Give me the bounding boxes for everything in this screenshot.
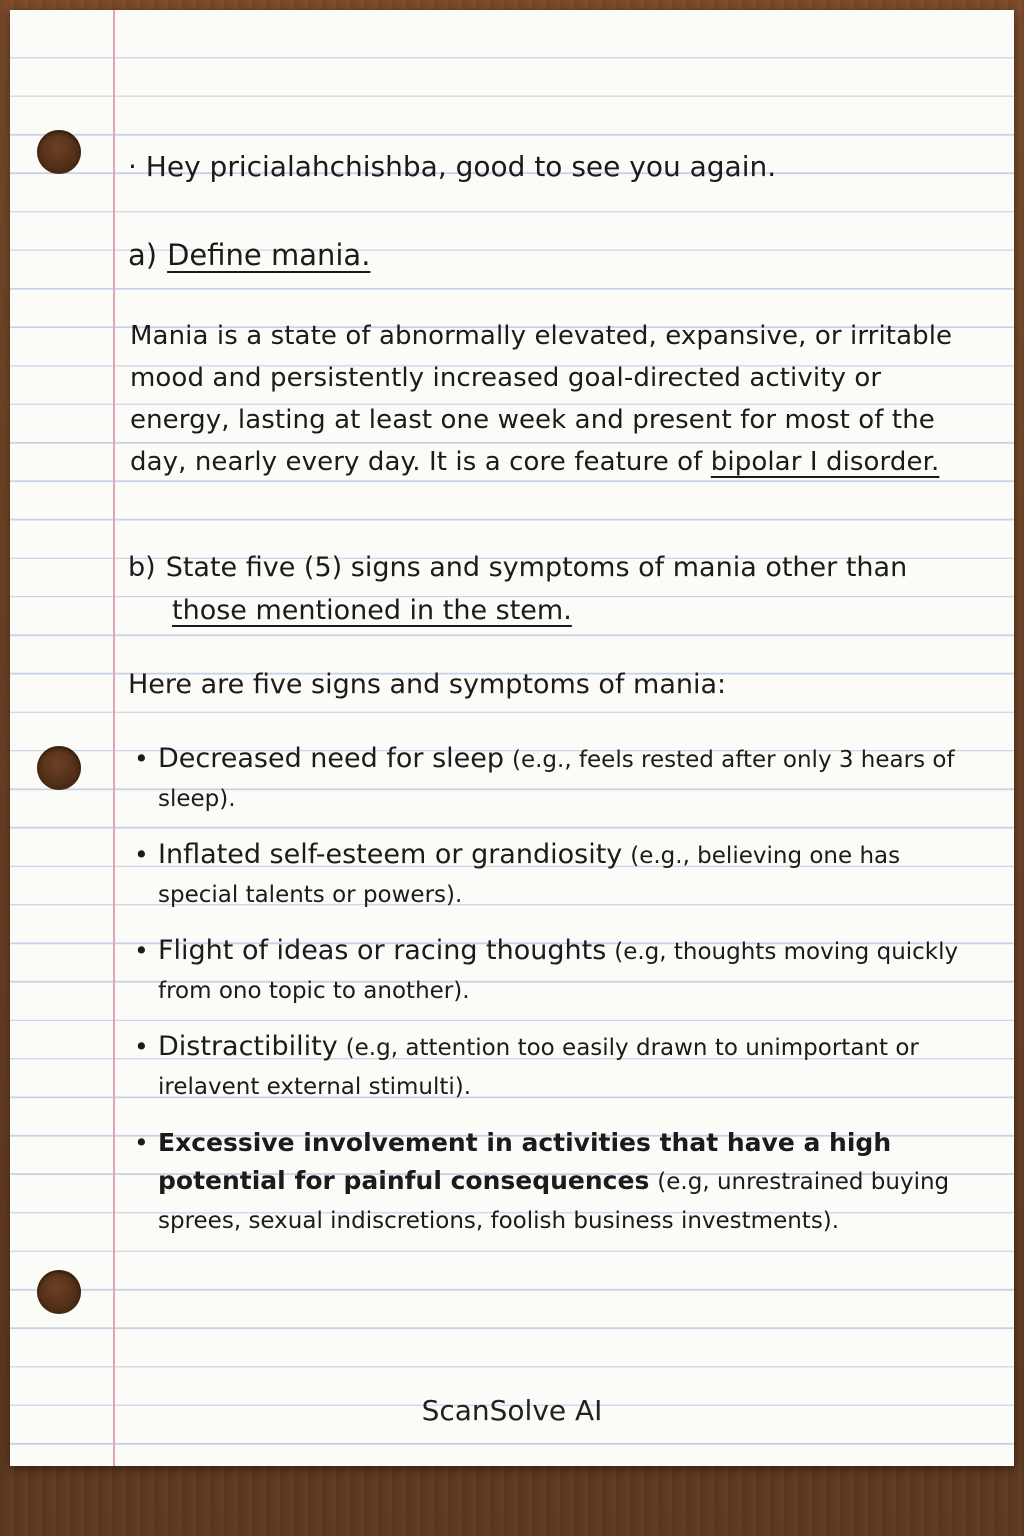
bullet-dot: • [134,744,149,773]
answer-a-paragraph [130,315,970,483]
symptom-example: (e.g, attention too easily drawn to unimportant or irelavent external stimulti). [158,1035,919,1100]
greeting-text: · Hey pricialahchishba, good to see you again. [128,150,777,183]
notebook-page [10,10,1014,1466]
symptom-example: (e.g., believing one has special talents or powers). [158,843,901,908]
bullet-dot: • [134,1032,149,1061]
symptom-example: (e.g., feels rested after only 3 hears of sleep). [158,747,955,812]
question-b-line1: State five (5) signs and symptoms of mania other than [165,552,908,583]
symptom-term: Decreased need for sleep [158,743,505,774]
binder-hole-middle [37,746,81,790]
question-b-label: b) [128,552,156,583]
question-b-line2: those mentioned in the stem. [172,595,572,626]
symptom-term: Excessive involvement in activities that have a high potential for painful consequences [158,1128,892,1195]
question-a-text: Define mania. [167,238,371,272]
symptom-term: Flight of ideas or racing thoughts [158,935,607,966]
question-a-label: a) [128,238,158,272]
symptom-example: (e.g, thoughts moving quickly from ono topic to another). [158,939,959,1004]
binder-hole-bottom [37,1270,81,1314]
bullet-dot: • [134,936,149,965]
answer-b-intro: Here are five signs and symptoms of mania: [128,669,727,700]
margin-line [113,10,115,1466]
list-item [132,1028,962,1106]
list-item [132,836,962,914]
list-item [132,1124,962,1240]
bullet-dot: • [134,1128,149,1157]
list-item [132,740,962,818]
answer-a-text: Mania is a state of abnormally elevated, expansive, or irritable mood and persistently increased goal-directed activity or energy, lasting at least one week and present for most of the day, nearly every day. It is a core feature of [130,321,953,477]
answer-a-underlined-term: bipolar I disorder. [710,447,940,477]
brand-watermark: ScanSolve AI [421,1394,603,1427]
symptom-list [132,740,962,1258]
question-a [128,236,370,274]
binder-hole-top [37,130,81,174]
symptom-example: (e.g, unrestrained buying sprees, sexual indiscretions, foolish business investments). [158,1169,950,1234]
symptom-term: Inflated self-esteem or grandiosity [158,839,623,870]
symptom-term: Distractibility [158,1031,338,1062]
bullet-dot: • [134,840,149,869]
question-b [128,546,948,632]
list-item [132,932,962,1010]
